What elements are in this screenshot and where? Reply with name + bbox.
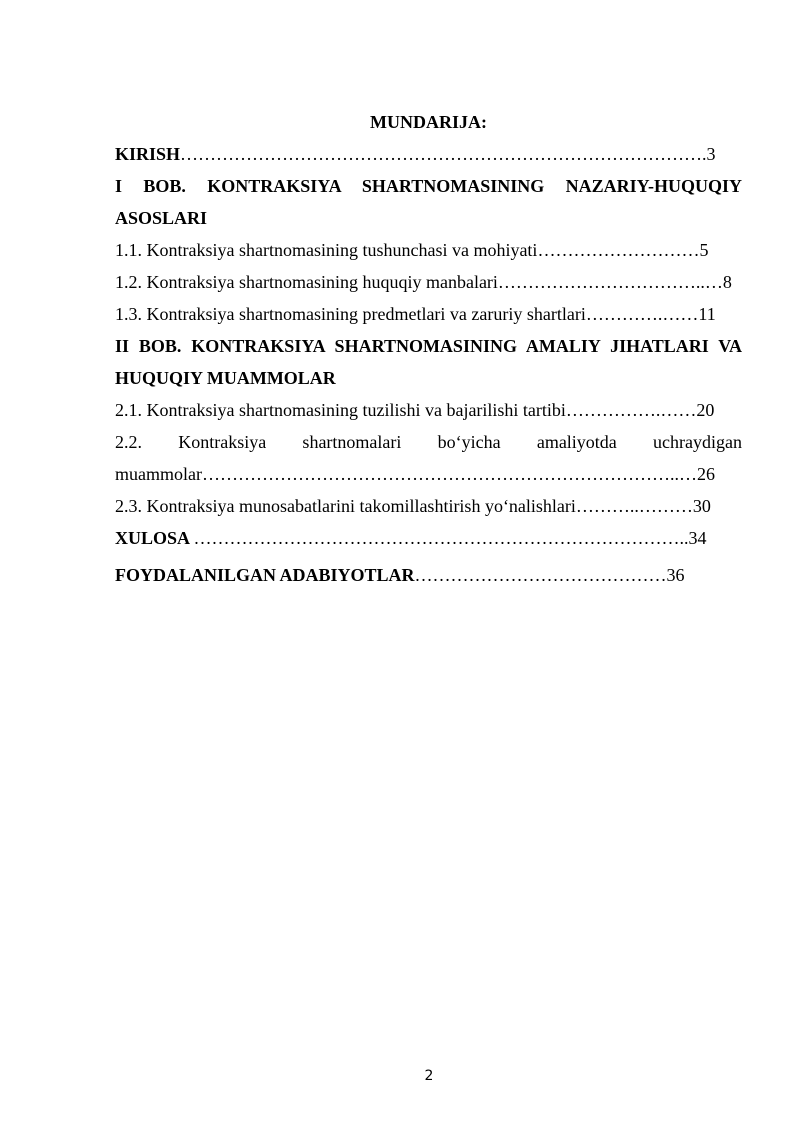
toc-entry-heading-text: KIRISH	[115, 144, 181, 164]
toc-entry-bibliography	[115, 559, 742, 591]
toc-entry-leader: ……………………………………36	[414, 565, 685, 585]
toc-entry-leader: ………………………………………………………………………..34	[193, 528, 707, 548]
toc-entry-heading-text: FOYDALANILGAN ADABIYOTLAR	[115, 565, 415, 585]
toc-entry-1-1: 1.1. Kontraksiya shartnomasining tushunchasi va mohiyati………………………5	[115, 240, 709, 260]
table-of-contents	[115, 106, 742, 591]
toc-entry-2-1: 2.1. Kontraksiya shartnomasining tuzilishi va bajarilishi tartibi…………….……20	[115, 400, 715, 420]
toc-entry-chapter-2-heading: II BOB. KONTRAKSIYA SHARTNOMASINING AMALIY JIHATLARI VA	[115, 336, 742, 356]
toc-entry-1-2: 1.2. Kontraksiya shartnomasining huquqiy manbalari……………………………..…8	[115, 272, 732, 292]
toc-entry-chapter-1-heading-cont: ASOSLARI	[115, 208, 208, 228]
toc-entry-2-2-cont: muammolar……………………………………………………………………..…26	[115, 464, 715, 484]
toc-entry-2-2: 2.2. Kontraksiya shartnomalari bo‘yicha amaliyotda uchraydigan	[115, 432, 742, 452]
toc-entry-chapter-1-heading: I BOB. KONTRAKSIYA SHARTNOMASINING NAZARIY-HUQUQIY	[115, 176, 742, 196]
toc-entry-heading-text: XULOSA	[115, 528, 194, 548]
toc-entry-1-3: 1.3. Kontraksiya shartnomasining predmetlari va zaruriy shartlari………….……11	[115, 304, 716, 324]
page-number: 2	[424, 1068, 434, 1084]
toc-entry-2-3: 2.3. Kontraksiya munosabatlarini takomillashtirish yo‘nalishlari………..………30	[115, 496, 711, 516]
toc-entry-introduction	[115, 138, 742, 170]
toc-entry-conclusion	[115, 522, 742, 554]
toc-entry-chapter-2-heading-cont: HUQUQIY MUAMMOLAR	[115, 368, 336, 388]
toc-entry-leader: …………………………………………………………………………….3	[180, 144, 716, 164]
toc-title: MUNDARIJA:	[370, 112, 487, 132]
